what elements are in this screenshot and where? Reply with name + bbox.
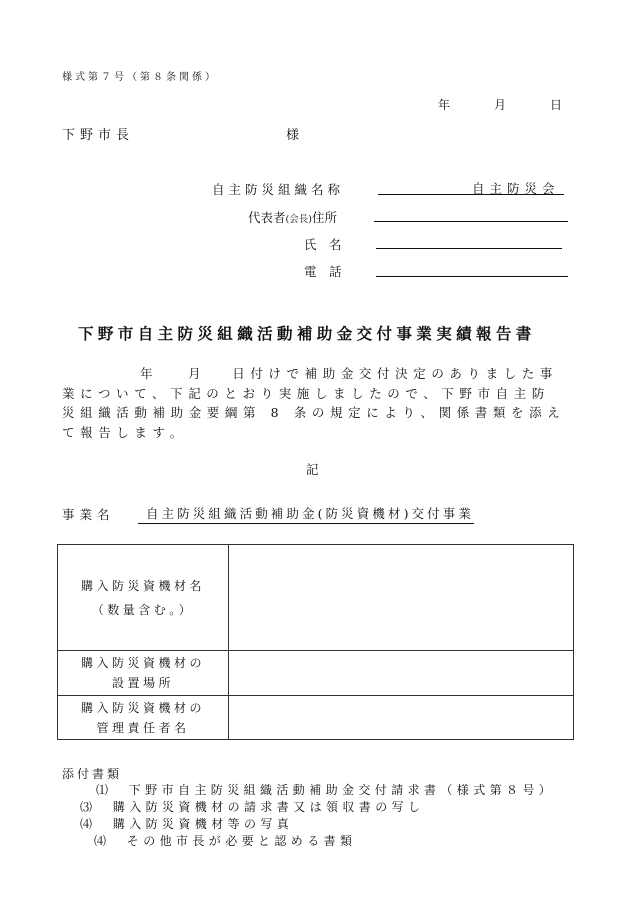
manager-name-label (58, 696, 229, 740)
table-row (58, 651, 574, 696)
body-text: 日付けで補助金交付決定のありました事業について、下記のとおり実施しましたので、下野市自主防災組織活動補助金要綱第 8 条の規定により、関係書類を添えて報告します。 (62, 366, 566, 440)
label-line: 管理責任者名 (96, 720, 190, 735)
equipment-table (57, 544, 574, 740)
document-title: 下野市自主防災組織活動補助金交付事業実績報告書 (78, 324, 536, 343)
name-label: 氏 名 (304, 237, 342, 252)
label-line: （数量含む。） (91, 602, 195, 617)
date-year-label: 年 (438, 98, 451, 112)
attachments-header: 添付書類 (62, 767, 123, 781)
date-day-label: 日 (550, 98, 563, 112)
form-number: 様式第７号（第８条関係） (62, 72, 218, 83)
label-line: 設置場所 (111, 676, 174, 690)
table-row (58, 545, 574, 651)
label-line: 購入防災資機材の (80, 656, 205, 670)
ki-heading: 記 (306, 462, 319, 477)
project-label: 事業名 (62, 507, 115, 522)
org-name-label: 自主防災組織名称 (212, 182, 345, 197)
attachment-item: ⑴ 下野市自主防災組織活動補助金交付請求書（様式第８号） (96, 783, 556, 797)
name-underline (376, 248, 562, 249)
body-month: 月 (188, 366, 207, 381)
report-body (62, 364, 568, 442)
phone-label: 電 話 (304, 264, 342, 279)
installation-location-label (58, 651, 229, 696)
rep-kaicho: (会長) (285, 214, 312, 225)
installation-location-cell (229, 651, 574, 696)
project-name: 自主防災組織活動補助金(防災資機材)交付事業 (138, 504, 474, 524)
addressee-name: 下野市長 (62, 128, 135, 143)
equipment-name-label (58, 545, 229, 651)
attachment-item: ⑷ その他市長が必要と認める書類 (94, 834, 357, 848)
phone-underline (376, 276, 568, 277)
date-month-label: 月 (494, 98, 507, 112)
body-year: 年 (140, 366, 159, 381)
addressee-honorific: 様 (286, 128, 300, 143)
representative-address-label (248, 208, 337, 226)
address-underline (374, 221, 568, 222)
org-name-value: 自主防災会 (472, 181, 560, 196)
rep-suffix: 住所 (311, 210, 337, 225)
label-line: 購入防災資機材名 (80, 578, 205, 593)
rep-prefix: 代表者 (248, 210, 286, 225)
table-row (58, 696, 574, 740)
attachment-item: ⑷ 購入防災資機材等の写真 (80, 817, 294, 831)
equipment-name-cell (229, 545, 574, 651)
manager-name-cell (229, 696, 574, 740)
label-line: 購入防災資機材の (80, 700, 205, 715)
attachment-item: ⑶ 購入防災資機材の請求書又は領収書の写し (80, 800, 425, 814)
